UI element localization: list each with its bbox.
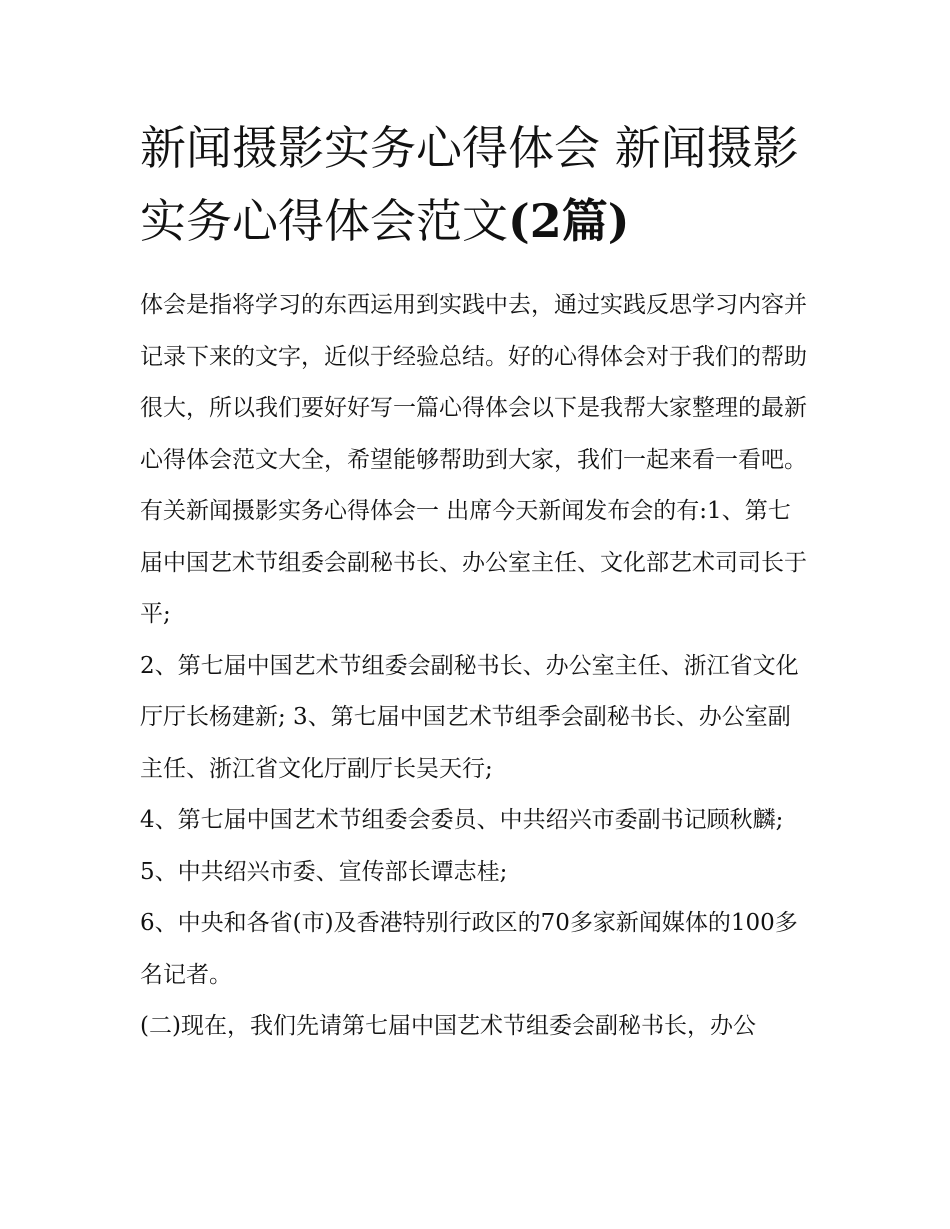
intro-paragraph: 体会是指将学习的东西运用到实践中去，通过实践反思学习内容并记录下来的文字，近似于经验总结。好的心得体会对于我们的帮助很大，所以我们要好好写一篇心得体会以下是我帮大家整理的最新心得体会范文大全，希望能够帮助到大家，我们一起来看一看吧。 bbox=[140, 292, 807, 473]
title-suffix: (2篇) bbox=[508, 194, 630, 248]
attendees-paragraph-1: 有关新闻摄影实务心得体会一 出席今天新闻发布会的有:1、第七届中国艺术节组委会副秘书长、办公室主任、文化部艺术司司长于平; bbox=[140, 498, 807, 627]
title-main: 新闻摄影实务心得体会 新闻摄影实务心得体会范文 bbox=[140, 121, 799, 248]
attendees-paragraph-3: 4、第七届中国艺术节组委会委员、中共绍兴市委副书记顾秋麟; 5、中共绍兴市委、宣传部长谭志桂; bbox=[140, 807, 784, 885]
document-title bbox=[140, 112, 812, 258]
section-two-paragraph: (二)现在，我们先请第七届中国艺术节组委会副秘书长，办公 bbox=[140, 1013, 756, 1039]
attendees-paragraph-2: 2、第七届中国艺术节组委会副秘书长、办公室主任、浙江省文化厅厅长杨建新; 3、第七届中国艺术节组季会副秘书长、办公室副主任、浙江省文化厅副厅长吴天行; bbox=[140, 652, 799, 782]
document-body bbox=[140, 112, 812, 1053]
attendees-paragraph-4: 6、中央和各省(市)及香港特别行政区的70多家新闻媒体的100多名记者。 bbox=[140, 910, 798, 988]
